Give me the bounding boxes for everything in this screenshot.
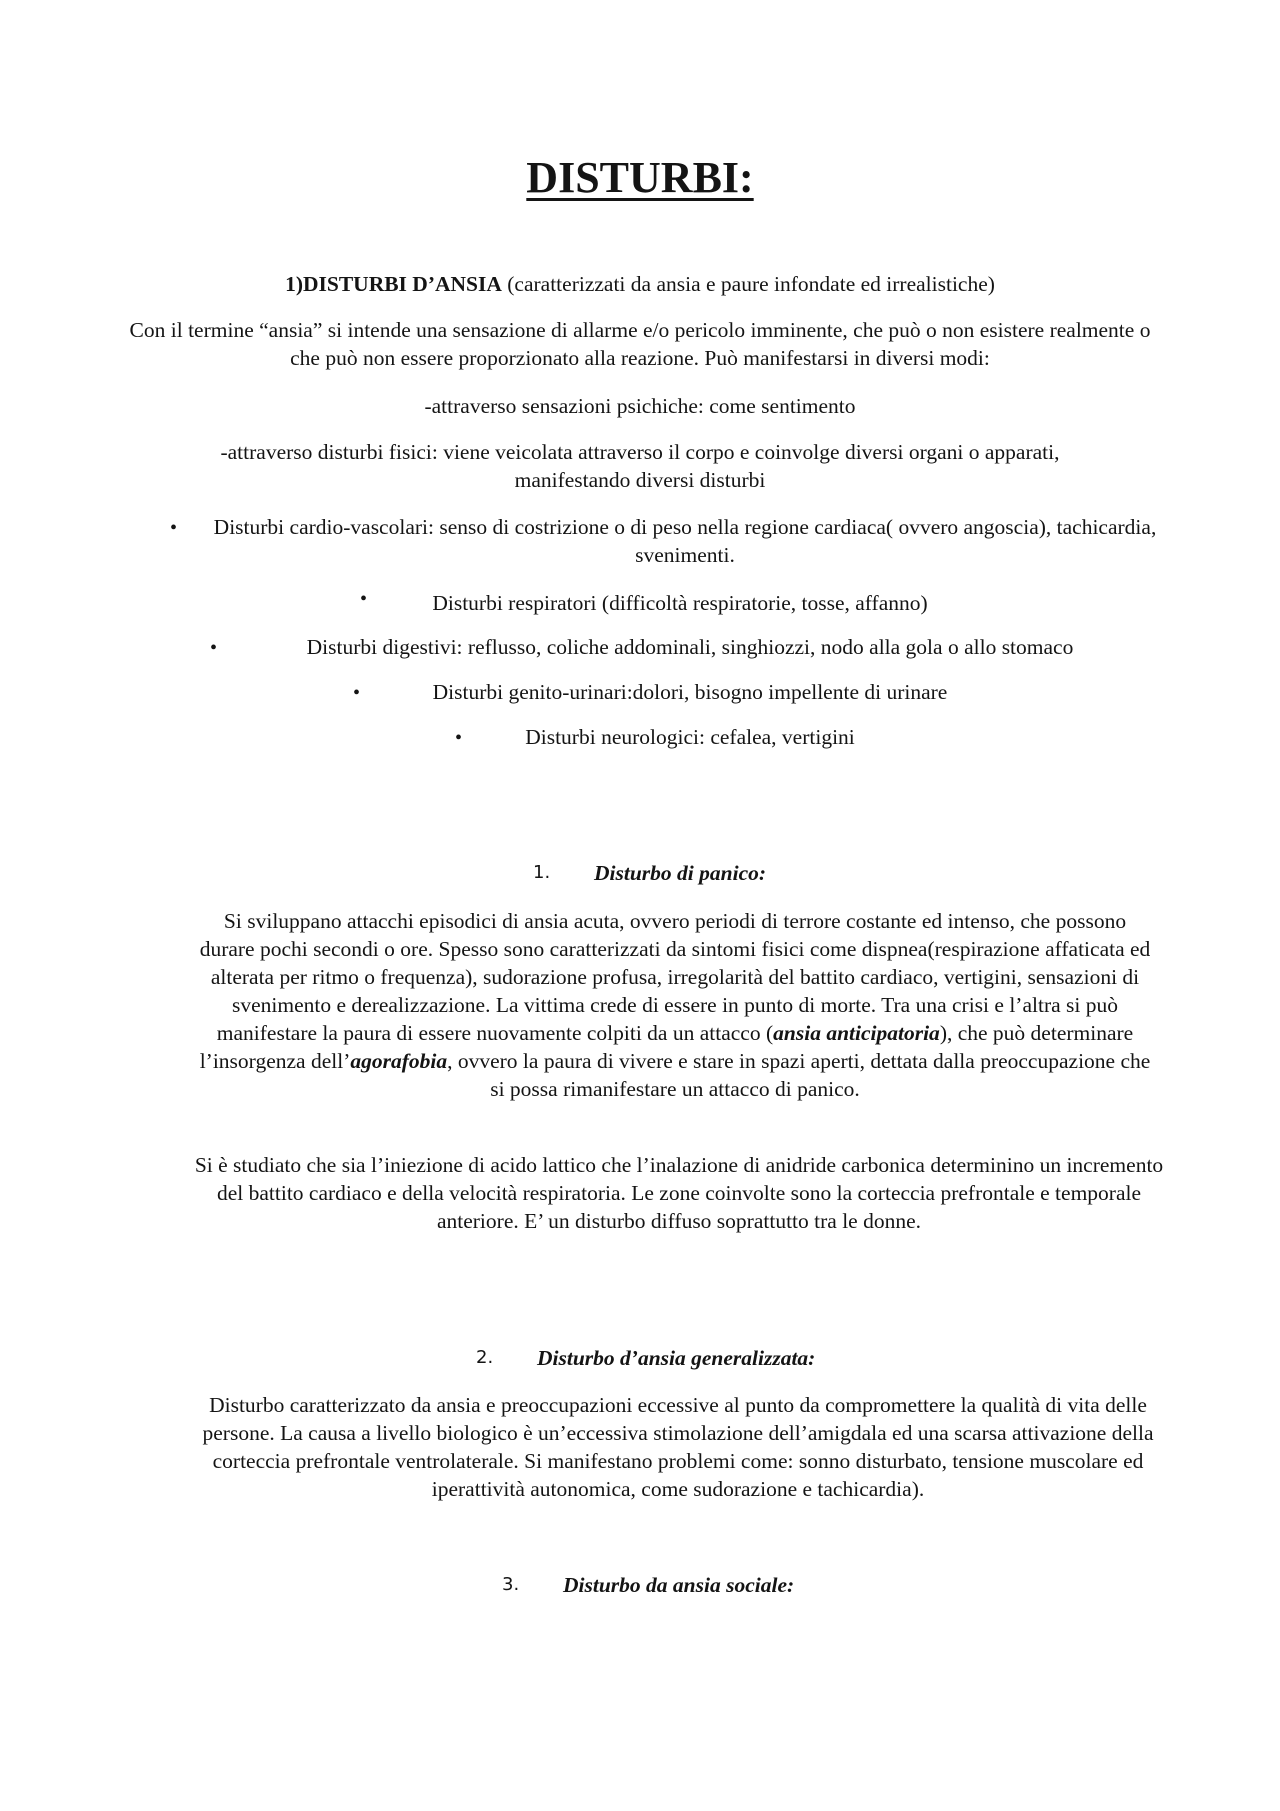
panic-text-part-2: ), che può determinare l’insorgenza dell’ <box>199 1021 1134 1073</box>
bullet-icon: • <box>170 517 178 539</box>
section-heading-anxiety-disorders <box>120 270 1160 298</box>
panic-disorder-title: Disturbo di panico: <box>594 861 767 885</box>
bullet-icon: • <box>455 727 463 749</box>
panic-text-part-1: Si sviluppano attacchi episodici di ansia acuta, ovvero periodi di terrore costante ed intenso, che possono durare pochi secondi o ore. Spesso sono caratterizzati da sintomi fisici come dispnea(respirazione affaticata ed alterata per ritmo o frequenza), sudorazione profusa, irregolarità del battito cardiaco, vertigini, sensazioni di svenimento e derealizzazione. La vittima crede di essere in punto di morte. Tra una crisi e l’altra si può manifestare la paura di essere nuovamente colpiti da un attacco ( <box>199 909 1151 1045</box>
generalized-anxiety-paragraph: Disturbo caratterizzato da ansia e preoccupazioni eccessive al punto da compromettere la qualità di vita delle persone. La causa a livello biologico è un’eccessiva stimolazione dell’amigdala ed una scarsa attivazione della corteccia prefrontale ventrolaterale. Si manifestano problemi come: sonno disturbato, tensione muscolare ed iperattività autonomica, come sudorazione e tachicardia). <box>202 1393 1154 1501</box>
bullet-icon: • <box>353 682 361 704</box>
mode-physical-paragraph: -attraverso disturbi fisici: viene veicolata attraverso il corpo e coinvolge diversi organi o apparati, manifestando diversi disturbi <box>220 440 1060 492</box>
bullet-item-respiratory: Disturbi respiratori (difficoltà respiratorie, tosse, affanno) <box>432 591 928 615</box>
term-anticipatory-anxiety: ansia anticipatoria <box>773 1021 940 1045</box>
bullet-item-neurological: Disturbi neurologici: cefalea, vertigini <box>525 725 855 749</box>
bullet-item-genitourinary: Disturbi genito-urinari:dolori, bisogno impellente di urinare <box>432 680 948 704</box>
social-anxiety-number: 3. <box>502 1574 520 1595</box>
anxiety-intro-paragraph: Con il termine “ansia” si intende una sensazione di allarme e/o pericolo imminente, che può o non esistere realmente o che può non essere proporzionato alla reazione. Può manifestarsi in diversi modi: <box>129 318 1151 370</box>
mode-psychic-line: -attraverso sensazioni psichiche: come sentimento <box>424 394 856 418</box>
bullet-item-cardiovascular: Disturbi cardio-vascolari: senso di costrizione o di peso nella regione cardiaca( ovvero angoscia), tachicardia, svenimenti. <box>213 515 1157 567</box>
bullet-item-digestive: Disturbi digestivi: reflusso, coliche addominali, singhiozzi, nodo alla gola o allo stomaco <box>306 635 1074 659</box>
bullet-icon: • <box>210 637 218 659</box>
bullet-icon: • <box>360 588 368 610</box>
generalized-anxiety-title: Disturbo d’ansia generalizzata: <box>537 1346 816 1370</box>
generalized-anxiety-number: 2. <box>476 1347 494 1368</box>
document-title <box>0 150 1280 206</box>
section-heading-bold: 1)DISTURBI D’ANSIA <box>285 272 502 296</box>
panic-disorder-paragraph-2: Si è studiato che sia l’iniezione di acido lattico che l’inalazione di anidride carbonica determinino un incremento del battito cardiaco e della velocità respiratoria. Le zone coinvolte sono la corteccia prefrontale e temporale anteriore. E’ un disturbo diffuso soprattutto tra le donne. <box>194 1153 1164 1233</box>
panic-disorder-number: 1. <box>533 862 551 883</box>
panic-text-part-3: , ovvero la paura di vivere e stare in spazi aperti, dettata dalla preoccupazione che si possa rimanifestare un attacco di panico. <box>447 1049 1151 1101</box>
section-heading-note: (caratterizzati da ansia e paure infondate ed irrealistiche) <box>501 272 995 296</box>
term-agoraphobia: agorafobia <box>350 1049 448 1073</box>
document-title-text: DISTURBI: <box>526 153 754 202</box>
panic-disorder-paragraph-1 <box>198 907 1152 1103</box>
social-anxiety-title: Disturbo da ansia sociale: <box>563 1573 795 1597</box>
